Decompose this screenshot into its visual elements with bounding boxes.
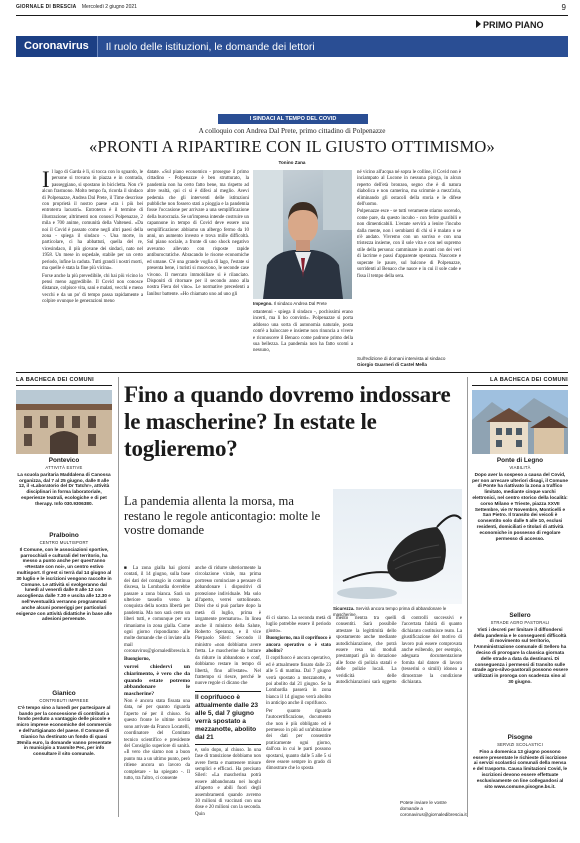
main-column-d-footer: Potete inviare le vostre domande a coronavirus@giornaledibrescia.it (400, 800, 467, 817)
top-column-2: datate. «Sul piano economico - prosegue il primo cittadino - Polpenazze è ben strutturato, la pandemia non ha certo fatto bene, ma rispetto ad altre realtà, qui ci si è difesi al meglio. Avevi pedemia che gli interventi delle istituzioni pubbliche non fossero stati a pioggia e la pandemia fosse l'occasione per arrivare a una semplificazione della burocrazia. Se un'impresa intende costruire un capannone in tempo di Covid deve essere una semplificazione: abbiamo un albergo fermo da 10 anni, un aumento investo e trova mille difficoltà. Sul piano sociale, a fronte di uno shock negativo avevamo allevato con risposte rapide antiburocratiche. Abracando le risorse economiche ed umane. C'è una grande voglia di lago, l'estate si presenta bene, i turisti si muovono, le seconde case vivono. Il mercato immobiliare si è rilanciato. Disponiti di ritornare per il secondo anno alla nostra Fiera del vino». Le normative precedenti a Ianibur battente. «Ho chiamato uno ad uno gli (147, 170, 249, 297)
face-mask-icon (333, 489, 462, 604)
newspaper-name: GIORNALE DI BRESCIA (16, 4, 77, 10)
top-kicker: A colloquio con Andrea Dal Prete, primo cittadino di Polpenazze (198, 127, 386, 135)
top-strip-label: I SINDACI AL TEMPO DEL COVID (218, 114, 368, 124)
main-column-a: ■ La zona gialla hai giorni contati, il 14 giugno, sulla base dei dati del contagio in continua discesa, la Lombardia dovrebbe passare a zona bianca. Sarà un ulteriore tassello verso la conquista della nostra libertà per pandemia. Ma non sarà certo un liberi tutti, e comunque per ora rimaniamo in zona gialla. Come ogni giorno rispondiamo alle molte domande che ci inviate alla mail coronavirus@giornaledibrescia.it. Buongiorno, vorrei chiedervi un chiarimento, è vero che da quando estate potremo abbandonare le mascherine? Non è ancora stata fissata una data, né per quanto riguarda l'aperto né per il chiuso. Su questo fronte le ultime novità sono arrivate da Franco Locatelli, coordinatore del Comitato tecnico scientifico e presidente del Consiglio superiore di sanità. «Il vero che siamo non a buon punto ma a un ultimo punto, però ritiene ancora un lavoro da completare - ha spiegato -. Il tutto, tra l'altro, ci consente (124, 566, 191, 781)
ponte-di-legno-photo (472, 390, 568, 454)
drop-cap: I (42, 167, 50, 192)
mayor-photo-caption: Impegno. Il sindaco Andrea Dal Prete (253, 301, 327, 306)
page-header (16, 4, 568, 16)
top-column-3: ottantenni - spiega il sindaco -, pochissimi erano incerti, ma li ho convinti». Polpenazze si porta addosso una sorta di autonomia naturale, posta com'è a baloccare e insieme non rinuncia a vivere e riconoscere il Benaco come padrone primo della sua bellezza. La pandemia non ha fatto scomi a nessuno, (253, 310, 353, 354)
section-triangle-icon (476, 20, 481, 28)
issue-date: Mercoledì 2 giugno 2021 (81, 4, 137, 10)
mask-photo (333, 489, 462, 604)
pull-quote: Il coprifuoco è attualmente dalle 23 alle 5, dal 7 giugno verrà spostato a mezzanotte, abolito dal 21 (195, 691, 261, 745)
top-bottom-rule (16, 372, 568, 373)
right-divider (467, 377, 468, 817)
mask-photo-caption: Sicurezza. Servirà ancora tempo prima di abbandonare le mascherine (333, 606, 447, 617)
top-column-1: I l lago di Garda è lì, si tocca con lo sguardo, le persone si trovano in piazza e in contrada, passeggiano, si spostano in bicicletta. Non c'è alcun frastuono. Molto tempo fa, ricorda il sindaco di Polpenazze, Andrea Dal Prete, il Time descrisse con proprietà il nostro paese «tra i più bei entroterra lacustri». Entroterra è il termine di illustrazione; altrimenti non conosci Polpenazze, 2 mila e 700 anime, comunità della Valtenesi. «Da noi il Covid è passato come negli altri paesi della zona - spiega il sindaco -. Una morte, in particolare, ci ha abbattuti, quella del re, vicesindaco, il più giovane dei sindaci, nato nel 1958. Un mese in ospedale, stabile per un certo periodo, infine la caduta. Tutti grandi i nostri morti, ma quelle è stata la fine più vicina». Forse anche la più prevedibile, chi hai più vicino lo pensi meno aggredibile. Il Covid non conosce distanze, colpisce vita, sani e malati, vecchi e meno vecchi e da un po' di tempo passa rapidamente a colpire ovunque le generazioni meno (42, 167, 143, 305)
mountain-town-icon (472, 390, 568, 454)
left-divider (118, 377, 119, 817)
building-icon (16, 390, 112, 454)
left-bacheca-item-3: Gianico CONTRIBUTI IMPRESE C'è tempo sino a lunedì per partecipare al bando per la concessione di contributi a fondo perduto a vantaggio delle piccole e micro imprese economiche del commercio e dell'artigianato del paese. Il Comune di Gianico ha destinato un fondo di quasi 39mila euro, la domande vanno presentate in municipio a trasmite Pec, per info consultare il sito comunale. (16, 690, 112, 757)
right-bacheca-item-2: Sellero STRADE AGRO PASTORALI Visti i decreti per limitare il diffondersi della pandemia e le conseguenti difficoltà di movimento sul territorio, l'Amministrazione comunale di Sellero ha deciso di prorogare la classica giornata delle strade a data da destinarsi. Di conseguenza i permessi di transito sulle strade agro-silvo-pastorali possono essere utilizzati in proroga con scadenza sino al 30 giugno. (472, 612, 568, 684)
top-column-4-footer: Sull'edizione di domani intervista al sindaco Giorgio Guarneri di Castel Mella (357, 356, 446, 367)
page-number: 9 (561, 3, 566, 12)
section-banner (16, 36, 568, 57)
mayor-portrait-icon (253, 170, 352, 299)
top-column-4: né vicino all'acqua né sopra le colline, il Covid non è inciampato al Lucone in nessuna pirogа, in alcun reperto dell'età bronzea, segno che è di natura diabolica e non camerina, ma scimmie a mezz'aria, eliminando gli ostacoli della storia e le difese dell'uomo. Polpenazze esce - se tutti veramente stiamo uscendo, come pare, da questo incubo - con ferite guaribili e non dimenticabili. L'estate servirà a lenire l'incubo dalla mente, non i sembianti di chi si è malato o se n'è andato. Vivremo con un sorriso e con una tristezza insieme, con il sole vita e con nel supremo stile della persona: camminare in avanti con dei veri di lacrime e passi d'apparente speranza. Nascoste e superate le paure, sul balcone di Polpenazze, sorridenti al Benaco che nasce e in cui il sole cade e fissa il tempo della sera. (357, 170, 461, 279)
mayor-photo (253, 170, 352, 299)
right-bacheca-item-1: Ponte di Legno VIABILITÀ Dopo aver la sospeso a causa del Covid, per non arrecare ulteriori disagi, il Comune di Ponte ha riattivato la zona a traffico limitato, mediante cinque varchi elettronici, nel centro storico della località: corso Milano e Trieste, piazza XXVII Settembre, vie IV Novembre, Monticelli e San Pietro. Il transito dei veicoli è consentito solo dalle 5 alle 10, esclusi residenti, domiciliati e titolari di attività economiche in possesso di regolare permesso di accesso. (472, 457, 568, 541)
main-headline: Fino a quando dovremo indossare le mascherine? In estate le toglieremo? (124, 382, 451, 461)
main-column-b: anche di ridurre ulteriormente la circolazione virale, ma prima portrемо cominciare a pensare di abbandonare i dispositivi di protezione individuale. Ma solo all'aperto, verrei sottolineato. Direi che si può parlare dopo la metà di luglio, prima è largamente prematuro». In linea anche il ministro della Salute, Roberto Speranza, e il vice Pierpaolo Sileri: Secondo il ministro «non dobbiamo avere fretta. Le mascherine da buttare da ridurre in abbandono e conf, dobbiamo restare in tempo di libertà, fino all'estate». Nel frattempo si riesce, perché le nuove regole ci dicano che Il coprifuoco è attualmente dalle 23 alle 5, dal 7 giugno verrà spostato a mezzanotte, abolito dal 21 e, solo dopo, al chiuso. In una fase di transizione dobbiamo non avere fretta e mantenere misure semplici e efficaci. Ha precisato Sileri: «La mascherina potrà essere abbandonata nei luoghi all'aperto e abili fuori degli assembramenti quando avremo 30 milioni di vaccinati con una dose e 20 milioni con la seconda. Quin (195, 566, 261, 817)
right-bacheca-header: LA BACHECA DEI COMUNI (472, 377, 568, 386)
left-bacheca-item-2: Pralboino CENTRO MULTISPORT Il Comune, con le associazioni sportive, parrocchiali e culturali del territorio, ha messo a punto anche per quest'anno «Restate con noi», un centro estivo multisport. Il grest si terrà dal 14 giugno al 30 luglio e le iscrizioni vengono raccolte in Comune. Le attività si svolgeranno dal lunedì al venerdì dalle 8 alle 12 con accoglienza dalle 7.30 e uscita alle 12.30 e nell'eventualità verranno programmati anche alcuni pomeriggi per particolari esigenze con attività didattiche in base alle adesioni pervenute. (16, 532, 112, 622)
right-bacheca-item-3: Pisogne SERVIZI SCOLASTICI Fino a domenica 13 giugno possono essere presentate le richieste di iscrizione ai servizi scolastici comunali della mensa e del trasporto. Causa limitazioni Covid, le iscrizioni devono essere effettuate esclusivamente on line collegandosi al sito www.comune.pisogne.bs.it. (472, 734, 568, 789)
top-headline: «PRONTI A RIPARTIRE CON IL GIUSTO OTTIMISMO» (89, 137, 495, 156)
left-bacheca-item-1: Pontevico ATTIVITÀ ESTIVE La scuola paritaria Maddalena di Canossa organizza, dal 7 al 25 giugno, dalle 8 alle 12, il «Laboratorio del Dr Tatchr», attività disciplinari in forma laboratoriale, esperienze teatrali, ecologiche e di pet therapy. Info 030.9306380. (17, 457, 111, 506)
main-question-1-name: Buongiorno, (124, 656, 150, 662)
top-byline: Tonino Zana (278, 160, 306, 165)
main-column-d: mento rientra tra quelli consentiti. Sarà possibile attestare la legittimità dello spostamento anche mediante autodichiarazione, che potrà essere resa sui moduli prestampati già in dotazione alle forze di polizia statali e delle polizie locali. La veridicità delle autodichiarazioni sarà oggetto di controlli successivi e l'accertata falsità di quanto dichiarato costituisce reato. La giustificazione del motivo di lavoro può essere comprovata anche esibendo, per esempio, adeguata documentazione fornita dal datore di lavoro (tesserini o simili) idonea a dimostrare la condizione dichiarata. (336, 616, 462, 686)
main-deck: La pandemia allenta la morsa, ma restano le regole anticontagio: molte le vostre domande (124, 494, 321, 537)
pontevico-photo (16, 390, 112, 454)
main-column-c: di ci siamo. La seconda metà di luglio potrebbe essere il periodo giusto». Buongiorno, ma il coprifuoco è ancora operativo o è stato abolito? Il coprifuoco è ancora operativo, ed è attualmente fissato dalle 23 alle 5 di mattina. Dal 7 giugno verrà spostato a mezzanotte, e poi abolito dal 21 giugno. Se la Lombardia passerà in zona bianca il 14 giugno verrà abolito in anticipo anche il coprifuoco. Per quanto riguarda l'autocertificazione, documento che non è più obbligato ed è permesso in più ad un'abitazione dei dati per consentire praticamente ogni giorno, dall'ora in cui le parti possono spostarsi, quanto dalle 5 alle 5 si deve essere sempre in grado di dimostrare che lo sposta (266, 616, 331, 772)
left-bacheca-header: LA BACHECA DEI COMUNI (16, 377, 112, 386)
section-label: PRIMO PIANO (476, 20, 570, 32)
banner-tag: Coronavirus (16, 36, 98, 57)
banner-title: Il ruolo delle istituzioni, le domande dei lettori (105, 40, 315, 53)
